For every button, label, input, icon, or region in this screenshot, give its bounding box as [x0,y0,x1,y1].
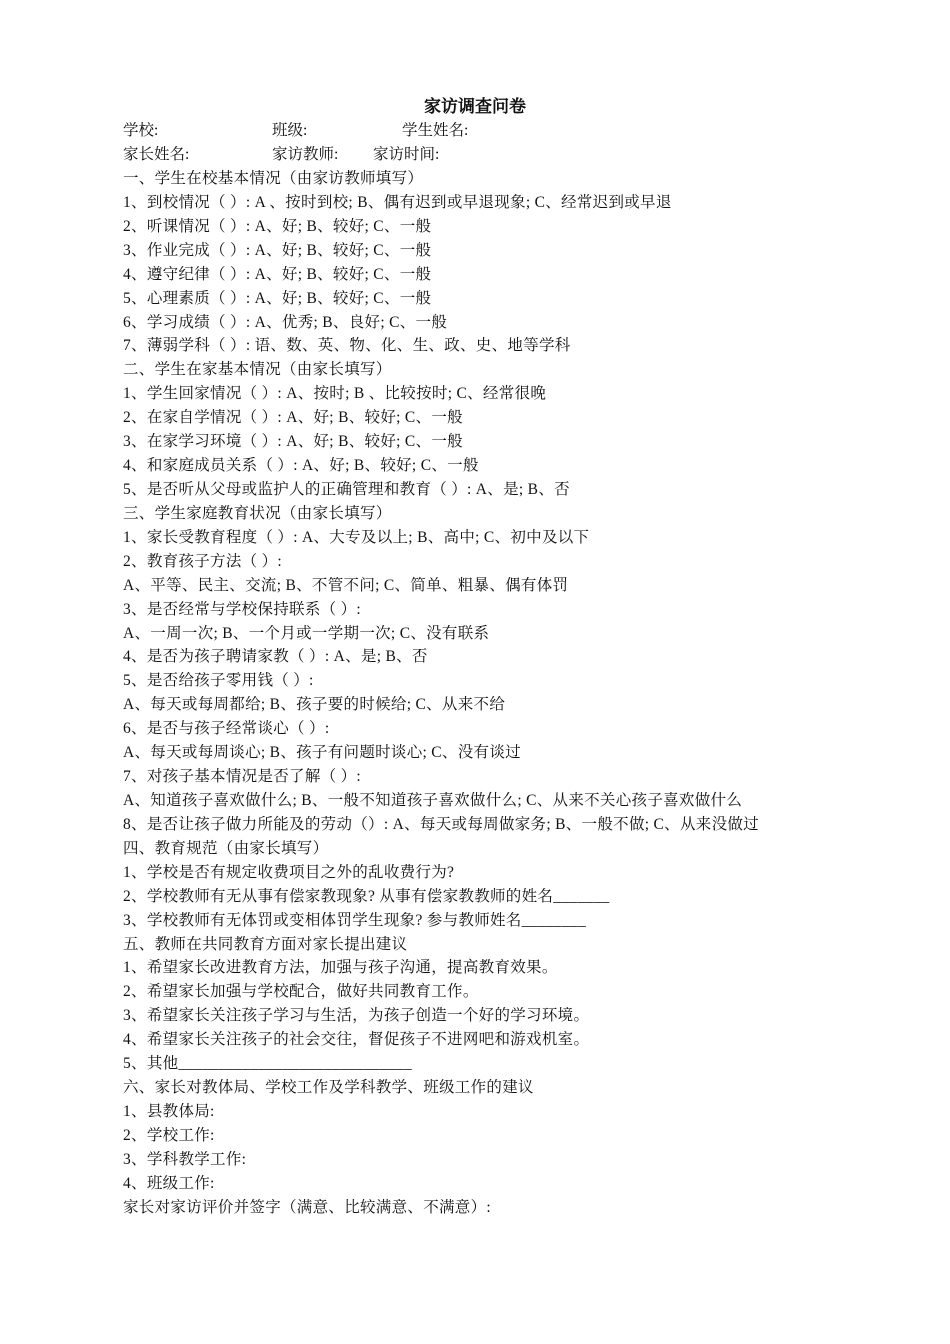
question-line: 3、在家学习环境（ ）: A、好; B、较好; C、一般 [123,433,463,451]
parent-name-label: 家长姓名: [123,146,190,163]
section-heading: 五、教师在共同教育方面对家长提出建议 [123,935,408,953]
question-line: 5、是否给孩子零用钱（ ）: [123,672,314,690]
question-line: A、每天或每周谈心; B、孩子有问题时谈心; C、没有谈过 [123,744,521,762]
question-line: A、一周一次; B、一个月或一学期一次; C、没有联系 [123,624,490,642]
question-line: A、知道孩子喜欢做什么; B、一般不知道孩子喜欢做什么; C、从来不关心孩子喜欢做什么 [123,791,743,809]
question-line: 7、薄弱学科（ ）: 语、数、英、物、化、生、政、史、地等学科 [123,337,571,355]
question-line: 7、对孩子基本情况是否了解（ ）: [123,768,362,786]
visiting-teacher-label: 家访教师: [272,146,339,163]
question-line: A、每天或每周都给; B、孩子要的时候给; C、从来不给 [123,696,506,714]
question-line: 5、其他_____________________________ [123,1055,412,1073]
question-line: A、平等、民主、交流; B、不管不问; C、简单、粗暴、偶有体罚 [123,576,569,594]
question-line: 3、是否经常与学校保持联系（ ）: [123,600,362,618]
question-line: 3、希望家长关注孩子学习与生活，为孩子创造一个好的学习环境。 [123,1007,590,1025]
section-heading: 三、学生家庭教育状况（由家长填写） [123,504,392,522]
question-line: 4、班级工作: [123,1174,215,1192]
question-line: 2、在家自学情况（ ）: A、好; B、较好; C、一般 [123,409,463,427]
section-heading: 四、教育规范（由家长填写） [123,839,329,857]
document-title: 家访调查问卷 [424,97,526,116]
question-line: 3、学校教师有无体罚或变相体罚学生现象? 参与教师姓名________ [123,911,587,929]
question-line: 1、家长受教育程度（ ）: A、大专及以上; B、高中; C、初中及以下 [123,528,590,546]
question-line: 3、作业完成（ ）: A、好; B、较好; C、一般 [123,241,432,259]
question-line: 家长对家访评价并签字（满意、比较满意、不满意）: [123,1198,492,1216]
question-line: 4、遵守纪律（ ）: A、好; B、较好; C、一般 [123,265,432,283]
question-line: 4、希望家长关注孩子的社会交往，督促孩子不进网吧和游戏机室。 [123,1031,590,1049]
question-line: 2、听课情况（ ）: A、好; B、较好; C、一般 [123,217,432,235]
question-line: 2、教育孩子方法（ ）: [123,552,283,570]
question-line: 5、心理素质（ ）: A、好; B、较好; C、一般 [123,289,432,307]
question-line: 6、学习成绩（ ）: A、优秀; B、良好; C、一般 [123,313,448,331]
question-line: 1、希望家长改进教育方法，加强与孩子沟通，提高教育效果。 [123,959,558,977]
question-line: 1、学生回家情况（ ）: A、按时; B 、比较按时; C、经常很晚 [123,385,547,403]
question-line: 4、是否为孩子聘请家教（ ）: A、是; B、否 [123,648,428,666]
questionnaire-body [123,167,759,1220]
class-label: 班级: [272,122,308,139]
section-heading: 一、学生在校基本情况（由家访教师填写） [123,170,424,187]
question-line: 8、是否让孩子做力所能及的劳动（）: A、每天或每周做家务; B、一般不做; C、从来没做过 [123,815,759,833]
school-label: 学校: [123,122,159,139]
question-line: 2、学校工作: [123,1126,215,1144]
student-name-label: 学生姓名: [402,122,469,139]
question-line: 6、是否与孩子经常谈心（ ）: [123,720,330,738]
visit-time-label: 家访时间: [373,146,440,163]
question-line: 2、希望家长加强与学校配合，做好共同教育工作。 [123,983,479,1001]
question-line: 1、到校情况（ ）: A 、按时到校; B、偶有迟到或早退现象; C、经常迟到或早退 [123,193,672,211]
section-heading: 六、家长对教体局、学校工作及学科教学、班级工作的建议 [123,1079,534,1097]
section-heading: 二、学生在家基本情况（由家长填写） [123,361,392,379]
question-line: 1、学校是否有规定收费项目之外的乱收费行为? [123,863,455,881]
question-line: 3、学科教学工作: [123,1150,247,1168]
question-line: 2、学校教师有无从事有偿家教现象? 从事有偿家教教师的姓名_______ [123,887,610,905]
question-line: 5、是否听从父母或监护人的正确管理和教育（ ）: A、是; B、否 [123,480,570,498]
question-line: 1、县教体局: [123,1102,215,1120]
question-line: 4、和家庭成员关系（ ）: A、好; B、较好; C、一般 [123,457,479,475]
